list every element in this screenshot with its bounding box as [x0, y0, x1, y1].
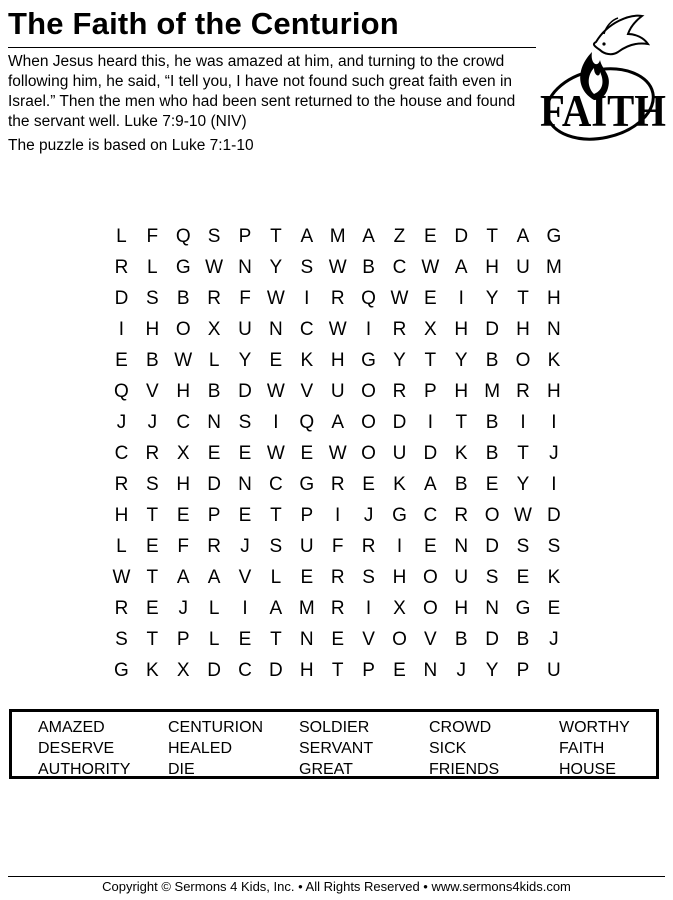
grid-letter: N: [238, 257, 252, 278]
grid-letter: V: [238, 567, 252, 588]
grid-letter: Q: [361, 288, 376, 309]
grid-letter: H: [547, 288, 561, 309]
grid-letter: R: [361, 536, 376, 557]
grid-letter: C: [238, 660, 252, 681]
grid-letter: H: [392, 567, 407, 588]
grid-letter: E: [331, 629, 345, 650]
grid-letter: W: [266, 288, 285, 309]
grid-letter: B: [145, 350, 159, 371]
grid-letter: W: [328, 443, 347, 464]
grid-letter: S: [115, 629, 128, 650]
grid-letter: P: [516, 660, 530, 681]
grid-letter: T: [146, 567, 159, 588]
grid-letter: V: [145, 381, 159, 402]
grid-letter: B: [454, 474, 468, 495]
grid-letter: D: [207, 660, 221, 681]
grid-letter: D: [269, 660, 283, 681]
grid-letter: Q: [175, 226, 191, 247]
grid-letter: Y: [454, 350, 468, 371]
grid-letter: B: [485, 350, 499, 371]
grid-letter: T: [455, 412, 468, 433]
grid-letter: G: [392, 505, 407, 526]
grid-letter: H: [176, 381, 191, 402]
grid-letter: S: [145, 288, 159, 309]
grid-letter: I: [242, 598, 248, 619]
grid-letter: N: [238, 474, 252, 495]
grid-letter: I: [304, 288, 310, 309]
word-list-item: GREAT: [299, 761, 353, 778]
grid-letter: T: [146, 629, 159, 650]
grid-letter: D: [392, 412, 407, 433]
grid-letter: B: [454, 629, 468, 650]
grid-letter: H: [330, 350, 345, 371]
grid-letter: D: [207, 474, 221, 495]
grid-letter: W: [174, 350, 193, 371]
grid-row: [106, 314, 569, 345]
grid-letter: M: [298, 598, 315, 619]
grid-letter: N: [454, 536, 469, 557]
grid-letter: A: [331, 412, 345, 433]
grid-letter: E: [424, 226, 437, 247]
copyright-footer: Copyright © Sermons 4 Kids, Inc. • All Rights Reserved • www.sermons4kids.com: [102, 879, 571, 894]
grid-letter: N: [423, 660, 438, 681]
grid-letter: T: [270, 629, 282, 650]
grid-letter: H: [516, 319, 530, 340]
grid-letter: T: [270, 226, 282, 247]
grid-letter: E: [424, 536, 437, 557]
grid-letter: D: [485, 629, 499, 650]
word-list-item: FRIENDS: [429, 761, 500, 778]
grid-letter: I: [365, 598, 372, 619]
grid-letter: L: [208, 629, 220, 650]
grid-letter: C: [269, 474, 283, 495]
scripture-verse: When Jesus heard this, he was amazed at him, and turning to the crowd following him, he said, “I tell you, I have not found such great faith even in Israel.” Then the men who had been sent returned to the house and found the servant well. Luke 7:9-10 (NIV): [8, 53, 516, 130]
grid-letter: V: [300, 381, 314, 402]
grid-letter: X: [207, 319, 221, 340]
grid-row: [106, 438, 569, 469]
grid-row: [106, 407, 569, 438]
grid-letter: T: [486, 226, 498, 247]
grid-letter: L: [208, 598, 220, 619]
grid-letter: G: [546, 226, 562, 247]
grid-letter: E: [300, 443, 314, 464]
grid-letter: A: [362, 226, 375, 247]
grid-letter: C: [423, 505, 438, 526]
grid-letter: W: [266, 443, 285, 464]
grid-letter: T: [517, 288, 529, 309]
grid-letter: W: [328, 257, 347, 278]
grid-letter: H: [454, 319, 469, 340]
grid-letter: J: [178, 598, 188, 619]
dove-flame-logo: [534, 8, 672, 148]
grid-letter: F: [239, 288, 251, 309]
grid-letter: B: [362, 257, 375, 278]
grid-letter: G: [361, 350, 376, 371]
word-list-item: WORTHY: [559, 719, 630, 736]
word-list-column: [38, 717, 168, 780]
word-list-item: SOLDIER: [299, 719, 370, 736]
grid-letter: J: [363, 505, 374, 526]
grid-letter: J: [549, 629, 559, 650]
grid-letter: P: [300, 505, 314, 526]
grid-letter: A: [269, 598, 283, 619]
grid-letter: O: [422, 598, 438, 619]
word-list-item: SERVANT: [299, 740, 374, 757]
grid-letter: U: [392, 443, 407, 464]
grid-letter: J: [147, 412, 158, 433]
word-list-column: [299, 717, 429, 780]
grid-letter: W: [205, 257, 224, 278]
word-list-item: FAITH: [559, 740, 605, 757]
grid-letter: F: [331, 536, 344, 557]
grid-letter: K: [547, 350, 561, 371]
grid-row: [106, 283, 569, 314]
grid-letter: R: [207, 288, 221, 309]
grid-letter: W: [514, 505, 532, 526]
grid-letter: B: [176, 288, 190, 309]
grid-letter: V: [424, 629, 437, 650]
grid-letter: F: [177, 536, 190, 557]
grid-row: [106, 221, 569, 252]
word-list-item: AMAZED: [38, 719, 105, 736]
grid-letter: H: [547, 381, 561, 402]
grid-letter: J: [456, 660, 466, 681]
grid-row: [106, 345, 569, 376]
grid-letter: K: [454, 443, 468, 464]
grid-letter: M: [546, 257, 562, 278]
grid-letter: E: [238, 505, 252, 526]
grid-letter: H: [454, 598, 469, 619]
grid-letter: I: [551, 474, 557, 495]
grid-row: [106, 469, 569, 500]
grid-letter: B: [485, 443, 499, 464]
grid-letter: J: [549, 443, 559, 464]
grid-row: [106, 376, 569, 407]
grid-letter: X: [393, 598, 406, 619]
grid-letter: W: [328, 319, 347, 340]
grid-letter: P: [238, 226, 252, 247]
grid-letter: O: [422, 567, 438, 588]
grid-letter: I: [273, 412, 279, 433]
grid-letter: D: [485, 536, 499, 557]
grid-letter: L: [116, 226, 127, 247]
grid-letter: H: [176, 474, 191, 495]
grid-letter: U: [454, 567, 469, 588]
grid-letter: R: [207, 536, 221, 557]
grid-letter: G: [515, 598, 531, 619]
grid-letter: H: [114, 505, 129, 526]
grid-letter: O: [361, 412, 376, 433]
grid-letter: P: [207, 505, 221, 526]
grid-letter: W: [112, 567, 131, 588]
grid-letter: U: [299, 536, 314, 557]
grid-letter: T: [146, 505, 159, 526]
grid-letter: O: [361, 443, 376, 464]
grid-letter: N: [485, 598, 499, 619]
grid-letter: X: [424, 319, 437, 340]
grid-letter: Y: [269, 257, 283, 278]
grid-letter: X: [176, 660, 190, 681]
grid-row: [106, 500, 569, 531]
grid-letter: R: [330, 598, 345, 619]
grid-letter: R: [330, 567, 345, 588]
grid-letter: S: [300, 257, 314, 278]
page-title: The Faith of the Centurion: [8, 6, 399, 41]
grid-letter: R: [114, 598, 129, 619]
grid-letter: T: [331, 660, 344, 681]
grid-row: [106, 562, 569, 593]
grid-letter: N: [269, 319, 283, 340]
grid-letter: I: [396, 536, 403, 557]
grid-letter: L: [116, 536, 127, 557]
grid-letter: R: [330, 288, 345, 309]
grid-letter: M: [484, 381, 501, 402]
grid-letter: D: [114, 288, 129, 309]
grid-letter: D: [423, 443, 438, 464]
word-list-column: [559, 717, 673, 780]
grid-row: [106, 252, 569, 283]
grid-letter: L: [208, 350, 220, 371]
grid-letter: E: [424, 288, 437, 309]
grid-letter: V: [362, 629, 375, 650]
grid-letter: C: [392, 257, 407, 278]
grid-letter: Y: [393, 350, 406, 371]
grid-letter: I: [335, 505, 341, 526]
grid-letter: R: [330, 474, 345, 495]
grid-letter: I: [520, 412, 526, 433]
puzzle-source-note: The puzzle is based on Luke 7:1-10: [8, 137, 254, 154]
grid-letter: R: [392, 319, 407, 340]
grid-letter: R: [114, 257, 129, 278]
grid-letter: B: [485, 412, 499, 433]
grid-letter: A: [454, 257, 468, 278]
logo-text: FAITH: [540, 86, 666, 136]
grid-letter: K: [393, 474, 406, 495]
grid-letter: E: [207, 443, 221, 464]
grid-row: [106, 531, 569, 562]
grid-letter: D: [454, 226, 469, 247]
grid-letter: Y: [238, 350, 252, 371]
grid-letter: N: [547, 319, 561, 340]
grid-letter: B: [207, 381, 221, 402]
grid-letter: U: [330, 381, 345, 402]
grid-letter: P: [176, 629, 190, 650]
word-list-column: [429, 717, 559, 780]
word-search-grid: [106, 221, 569, 686]
grid-letter: O: [361, 381, 376, 402]
grid-letter: B: [516, 629, 530, 650]
grid-letter: R: [114, 474, 129, 495]
grid-letter: E: [115, 350, 128, 371]
grid-letter: S: [547, 536, 561, 557]
grid-letter: A: [516, 226, 530, 247]
grid-letter: W: [266, 381, 285, 402]
grid-letter: P: [424, 381, 437, 402]
grid-letter: E: [145, 598, 159, 619]
grid-letter: W: [390, 288, 409, 309]
grid-row: [106, 593, 569, 624]
grid-letter: Q: [114, 381, 129, 402]
word-list-item: AUTHORITY: [38, 761, 131, 778]
grid-letter: I: [551, 412, 557, 433]
grid-letter: A: [176, 567, 190, 588]
word-list-item: SICK: [429, 740, 467, 757]
grid-letter: R: [454, 505, 469, 526]
grid-letter: E: [393, 660, 406, 681]
grid-letter: C: [114, 443, 129, 464]
title-divider: [8, 47, 536, 48]
grid-letter: S: [145, 474, 159, 495]
grid-letter: R: [145, 443, 160, 464]
grid-letter: J: [240, 536, 250, 557]
grid-letter: Q: [299, 412, 315, 433]
grid-letter: D: [547, 505, 561, 526]
grid-letter: M: [329, 226, 346, 247]
grid-letter: S: [362, 567, 375, 588]
word-list-box: [9, 709, 659, 779]
grid-letter: I: [458, 288, 464, 309]
grid-letter: E: [238, 629, 252, 650]
grid-row: [106, 624, 569, 655]
footer-divider: [8, 876, 665, 877]
grid-letter: J: [116, 412, 127, 433]
grid-letter: G: [114, 660, 129, 681]
grid-letter: K: [300, 350, 314, 371]
grid-letter: H: [145, 319, 160, 340]
grid-letter: N: [299, 629, 314, 650]
grid-letter: W: [421, 257, 440, 278]
word-list-item: CROWD: [429, 719, 492, 736]
grid-letter: E: [176, 505, 190, 526]
grid-letter: R: [392, 381, 407, 402]
grid-letter: Y: [516, 474, 530, 495]
grid-letter: O: [484, 505, 500, 526]
grid-letter: E: [485, 474, 499, 495]
grid-letter: E: [547, 598, 561, 619]
grid-letter: K: [145, 660, 159, 681]
grid-letter: Y: [485, 660, 499, 681]
grid-letter: E: [300, 567, 314, 588]
grid-letter: A: [424, 474, 437, 495]
grid-row: [106, 655, 569, 686]
grid-letter: G: [299, 474, 315, 495]
grid-letter: Z: [393, 226, 406, 247]
grid-letter: U: [516, 257, 530, 278]
grid-letter: S: [485, 567, 499, 588]
grid-letter: A: [300, 226, 314, 247]
grid-letter: R: [516, 381, 530, 402]
grid-letter: S: [516, 536, 530, 557]
grid-letter: E: [269, 350, 283, 371]
grid-letter: E: [238, 443, 252, 464]
grid-letter: A: [207, 567, 221, 588]
grid-letter: S: [238, 412, 252, 433]
grid-letter: U: [238, 319, 252, 340]
grid-letter: O: [175, 319, 191, 340]
grid-letter: C: [299, 319, 314, 340]
grid-letter: T: [517, 443, 529, 464]
grid-letter: K: [547, 567, 561, 588]
grid-letter: T: [270, 505, 282, 526]
grid-letter: E: [516, 567, 530, 588]
word-list-item: HEALED: [168, 740, 233, 757]
grid-letter: H: [485, 257, 499, 278]
grid-letter: Y: [485, 288, 499, 309]
grid-letter: L: [147, 257, 158, 278]
grid-letter: E: [362, 474, 375, 495]
grid-letter: X: [176, 443, 190, 464]
grid-letter: C: [176, 412, 191, 433]
grid-letter: O: [515, 350, 531, 371]
grid-letter: N: [207, 412, 221, 433]
grid-letter: P: [362, 660, 375, 681]
word-list-item: CENTURION: [168, 719, 264, 736]
grid-letter: S: [207, 226, 221, 247]
grid-letter: H: [454, 381, 469, 402]
grid-letter: T: [424, 350, 437, 371]
grid-letter: F: [146, 226, 159, 247]
word-list-item: DIE: [168, 761, 195, 778]
grid-letter: L: [270, 567, 282, 588]
grid-letter: G: [175, 257, 191, 278]
grid-letter: D: [485, 319, 499, 340]
grid-letter: O: [392, 629, 407, 650]
grid-letter: D: [238, 381, 252, 402]
grid-letter: S: [269, 536, 283, 557]
grid-letter: I: [365, 319, 372, 340]
grid-letter: I: [427, 412, 433, 433]
grid-letter: U: [547, 660, 561, 681]
word-list-item: DESERVE: [38, 740, 115, 757]
grid-letter: I: [118, 319, 125, 340]
grid-letter: E: [145, 536, 159, 557]
word-list-item: HOUSE: [559, 761, 616, 778]
grid-letter: H: [299, 660, 314, 681]
word-list-column: [168, 717, 298, 780]
